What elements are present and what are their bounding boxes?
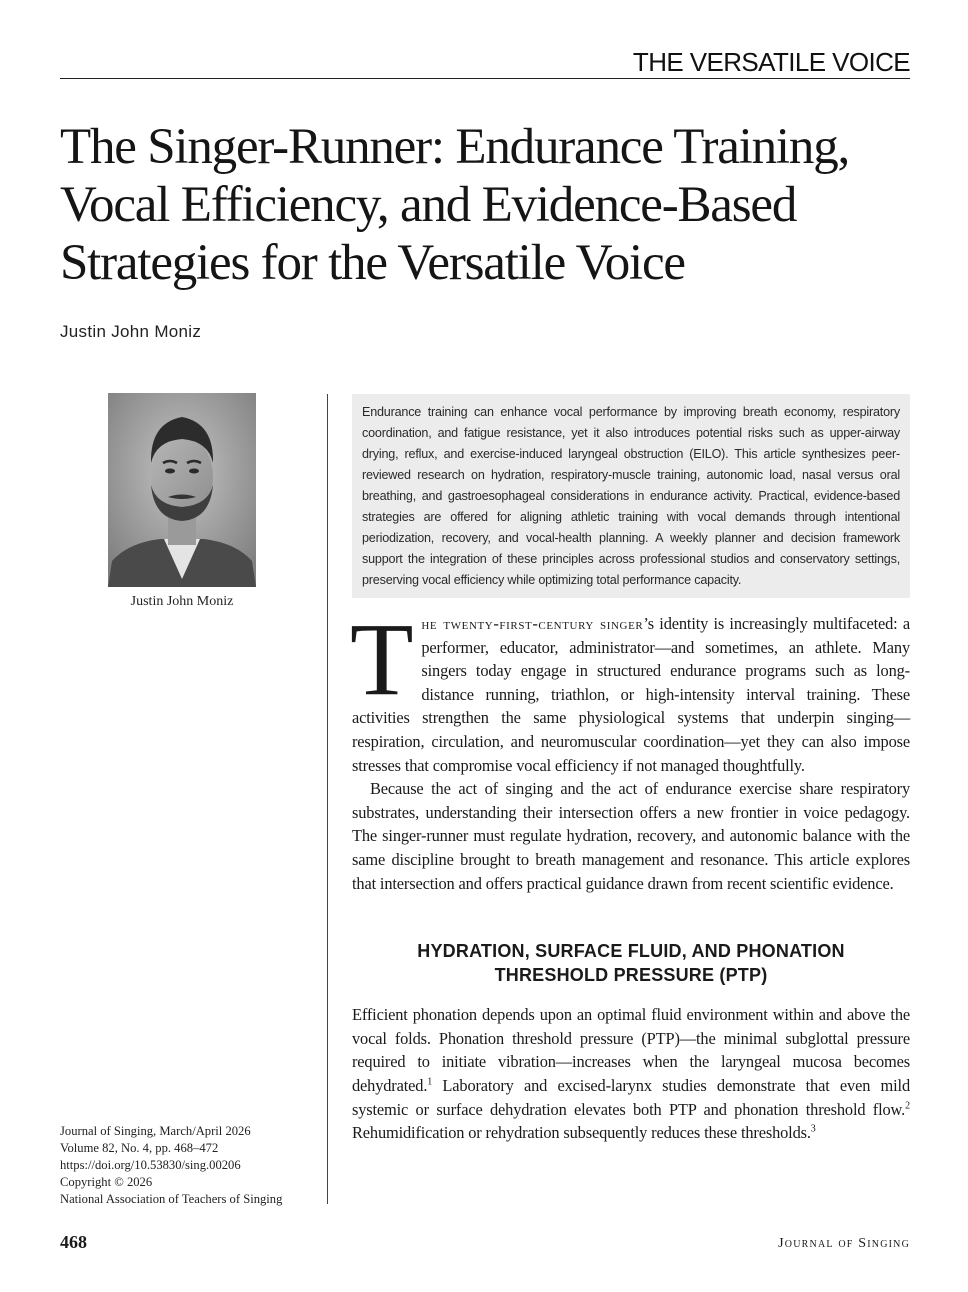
page-number: 468	[60, 1232, 87, 1252]
author-portrait	[108, 393, 256, 587]
intro-text: ’s identity is increasingly multifaceted: a performer, educator, administrator—and sometimes, an athlete. Many singers today engage in structured endurance programs such as long-distance running, triathlon, or high-intensity interval training. These activities strengthen the same physiological systems that underpin singing—respiration, circulation, and neuromuscular coordination—yet they can also impose stresses that compromise vocal efficiency if not managed thoughtfully.	[352, 614, 910, 775]
p3-part-3: Rehumidification or rehydration subsequently reduces these thresholds.	[352, 1123, 811, 1143]
section-heading	[352, 939, 910, 987]
section-heading-line-1: HYDRATION, SURFACE FLUID, AND PHONATION	[417, 941, 845, 962]
section-header: THE VERSATILE VOICE	[632, 47, 910, 77]
publication-info	[60, 1123, 322, 1208]
abstract: Endurance training can enhance vocal performance by improving breath economy, respiratory coordination, and fatigue resistance, yet it also introduces potential risks such as upper-airway drying, reflux, and exercise-induced laryngeal obstruction (EILO). This article synthesizes peer-reviewed research on hydration, respiratory-muscle training, autonomic load, nasal versus oral breathing, and gastroesophageal considerations in endurance activity. Practical, evidence-based strategies are offered for aligning athletic training with vocal demands through intentional periodization, recovery, and vocal-health planning. A weekly planner and decision framework support the integration of these principles across professional studios and conservatory settings, preserving vocal efficiency while optimizing total performance capacity.	[352, 394, 910, 598]
citation-1: 1	[427, 1076, 433, 1088]
publication-line-journal: Journal of Singing, March/April 2026	[60, 1124, 251, 1138]
drop-cap: T	[350, 602, 414, 717]
journal-name-footer: Journal of Singing	[778, 1236, 910, 1251]
p3-part-2: Laboratory and excised-larynx studies demonstrate that even mild systemic or surface dehydration elevates both PTP and phonation threshold flow.	[352, 1075, 910, 1119]
publication-line-copyright: Copyright © 2026	[60, 1175, 153, 1189]
article-body	[350, 602, 910, 1145]
author-byline: Justin John Moniz	[60, 322, 202, 341]
citation-3: 3	[810, 1123, 816, 1135]
publication-line-publisher: National Association of Teachers of Singing	[60, 1192, 283, 1206]
p3-part-1: Efficient phonation depends upon an optimal fluid environment within and above the vocal folds. Phonation threshold pressure (PTP)—the minimal subglottal pressure required to initiate vibration—increases when the laryngeal mucosa becomes dehydrated.	[352, 1005, 910, 1095]
header-rule	[60, 78, 910, 79]
paragraph-intro	[350, 602, 910, 777]
paragraph-3	[352, 1003, 910, 1145]
intro-smallcaps: he twenty-first-century singer	[421, 614, 644, 633]
section-heading-line-2: THRESHOLD PRESSURE (PTP)	[494, 965, 768, 986]
publication-line-volume: Volume 82, No. 4, pp. 468–472	[60, 1141, 219, 1155]
paragraph-2: Because the act of singing and the act of endurance exercise share respiratory substrates, understanding their intersection offers a new frontier in voice pedagogy. The singer-runner must regulate hydration, recovery, and autonomic balance with the same discipline brought to breath management and resonance. This article explores that intersection and offers practical guidance drawn from recent scientific evidence.	[352, 779, 910, 893]
column-divider	[327, 394, 328, 1204]
photo-caption: Justin John Moniz	[130, 594, 234, 609]
publication-line-doi: https://doi.org/10.53830/sing.00206	[60, 1158, 241, 1172]
article-title: The Singer-Runner: Endurance Training, Vocal Efficiency, and Evidence-Based Strategies for the Versatile Voice	[60, 119, 850, 291]
citation-2: 2	[905, 1100, 910, 1112]
